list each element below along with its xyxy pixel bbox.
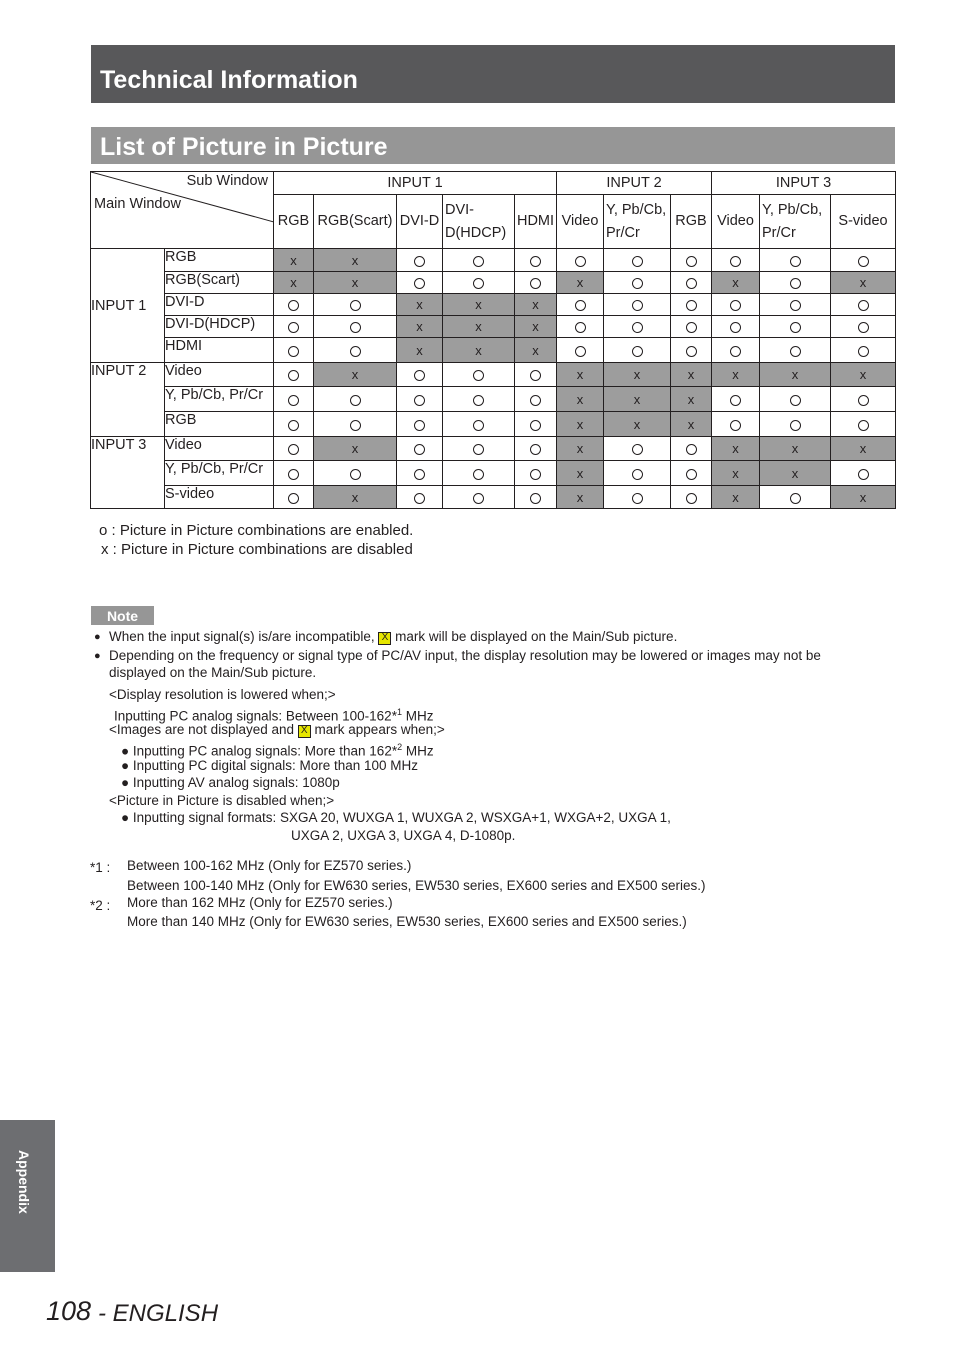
table-cell [314, 387, 397, 412]
table-cell: x [712, 461, 760, 486]
pip-table [90, 171, 896, 509]
circle-icon [414, 370, 425, 381]
note-text: <Images are not displayed and [109, 722, 294, 737]
table-row [91, 249, 896, 272]
circle-icon [858, 469, 869, 480]
table-cell [760, 294, 831, 316]
table-cell [314, 294, 397, 316]
table-cell: x [515, 338, 557, 363]
table-cell [671, 461, 712, 486]
table-row [91, 437, 896, 461]
table-cell [515, 412, 557, 437]
table-cell [515, 461, 557, 486]
circle-icon [632, 346, 643, 357]
note-label: Note [91, 606, 154, 625]
circle-icon [858, 256, 869, 267]
table-cell [604, 437, 671, 461]
circle-icon [790, 395, 801, 406]
circle-icon [575, 322, 586, 333]
table-cell [604, 316, 671, 338]
sub-window-label: Sub Window [186, 173, 268, 189]
table-cell [274, 316, 314, 338]
images-heading [109, 721, 445, 738]
column-header: RGB(Scart) [314, 195, 397, 249]
table-cell: x [314, 272, 397, 294]
row-header: RGB(Scart) [165, 272, 274, 294]
row-group-header: INPUT 1 [91, 249, 165, 363]
circle-icon [473, 395, 484, 406]
table-cell: x [831, 486, 896, 509]
images-item-2: ● Inputting PC digital signals: More than 100 MHz [121, 758, 419, 773]
bullet-icon: ● [94, 650, 101, 662]
table-cell [760, 387, 831, 412]
table-cell [443, 249, 515, 272]
table-cell: x [557, 363, 604, 387]
circle-icon [730, 420, 741, 431]
pip-disabled-item: ● Inputting signal formats: SXGA 20, WUXGA 1, WUXGA 2, WSXGA+1, WXGA+2, UXGA 1, [121, 810, 671, 825]
circle-icon [632, 256, 643, 267]
column-header: HDMI [515, 195, 557, 249]
legend-enabled: o : Picture in Picture combinations are enabled. [99, 522, 414, 539]
table-cell: x [831, 272, 896, 294]
circle-icon [414, 444, 425, 455]
circle-icon [730, 395, 741, 406]
note-bullet-2: Depending on the frequency or signal type of PC/AV input, the display resolution may be lowered or images may not be [109, 648, 821, 663]
bullet-icon: ● [94, 631, 101, 643]
footnote-2-mark: *2 : [90, 898, 111, 913]
note-bullet-2-cont: displayed on the Main/Sub picture. [109, 665, 317, 680]
table-cell [314, 412, 397, 437]
table-cell [515, 486, 557, 509]
circle-icon [414, 469, 425, 480]
x-mark-icon: X [298, 725, 311, 738]
circle-icon [350, 395, 361, 406]
table-cell: x [515, 294, 557, 316]
table-cell [314, 338, 397, 363]
circle-icon [632, 322, 643, 333]
res-lowered-heading: <Display resolution is lowered when;> [109, 687, 336, 702]
column-header: Y, Pb/Cb, Pr/Cr [604, 195, 671, 249]
table-cell: x [557, 461, 604, 486]
table-cell [515, 272, 557, 294]
x-mark-icon: X [378, 632, 391, 645]
row-header: Y, Pb/Cb, Pr/Cr [165, 387, 274, 412]
circle-icon [730, 256, 741, 267]
col-group-header: INPUT 2 [557, 172, 712, 195]
appendix-tab-label: Appendix [16, 1150, 32, 1214]
table-cell: x [557, 412, 604, 437]
table-cell [712, 316, 760, 338]
table-row [91, 412, 896, 437]
table-cell [443, 486, 515, 509]
table-cell [557, 294, 604, 316]
row-group-header: INPUT 3 [91, 437, 165, 509]
circle-icon [288, 469, 299, 480]
footnote-1-cont: Between 100-140 MHz (Only for EW630 series, EW530 series, EX600 series and EX500 series.) [127, 878, 706, 893]
circle-icon [790, 256, 801, 267]
footnote-ref: 1 [396, 707, 402, 717]
circle-icon [414, 493, 425, 504]
table-cell [604, 272, 671, 294]
table-cell: x [314, 249, 397, 272]
circle-icon [288, 420, 299, 431]
table-cell [397, 461, 443, 486]
column-header: Video [712, 195, 760, 249]
table-cell [604, 461, 671, 486]
pip-disabled-item-cont: UXGA 2, UXGA 3, UXGA 4, D-1080p. [291, 828, 516, 843]
table-cell [760, 486, 831, 509]
circle-icon [530, 395, 541, 406]
table-cell: x [314, 486, 397, 509]
table-cell: x [760, 363, 831, 387]
note-text: MHz [401, 708, 434, 724]
circle-icon [575, 346, 586, 357]
circle-icon [473, 370, 484, 381]
table-cell [274, 387, 314, 412]
row-group-header: INPUT 2 [91, 363, 165, 437]
table-cell [397, 486, 443, 509]
table-cell: x [712, 437, 760, 461]
page-number: 108 [46, 1296, 92, 1326]
table-row [91, 363, 896, 387]
corner-cell [91, 172, 274, 249]
table-cell: x [397, 316, 443, 338]
table-cell [557, 316, 604, 338]
table-row [91, 338, 896, 363]
note-text: ● Inputting PC analog signals: More than 162* [121, 743, 398, 759]
table-cell [443, 363, 515, 387]
row-header: HDMI [165, 338, 274, 363]
column-header: S-video [831, 195, 896, 249]
table-cell [443, 412, 515, 437]
table-cell [515, 363, 557, 387]
legend-disabled: x : Picture in Picture combinations are disabled [101, 541, 413, 558]
table-cell [397, 437, 443, 461]
table-cell [712, 387, 760, 412]
circle-icon [730, 346, 741, 357]
table-cell [831, 249, 896, 272]
table-cell: x [443, 338, 515, 363]
table-cell [604, 486, 671, 509]
table-cell: x [712, 363, 760, 387]
table-cell [760, 316, 831, 338]
circle-icon [288, 346, 299, 357]
circle-icon [686, 469, 697, 480]
appendix-tab [0, 1120, 55, 1272]
circle-icon [288, 395, 299, 406]
table-cell: x [397, 294, 443, 316]
table-cell [515, 387, 557, 412]
note-text: Inputting PC analog signals: Between 100-162* [114, 708, 397, 724]
table-cell [443, 272, 515, 294]
circle-icon [288, 322, 299, 333]
main-window-label: Main Window [94, 196, 182, 212]
column-header: Y, Pb/Cb, Pr/Cr [760, 195, 831, 249]
table-cell [397, 363, 443, 387]
circle-icon [288, 300, 299, 311]
row-header: Video [165, 437, 274, 461]
circle-icon [530, 278, 541, 289]
circle-icon [575, 300, 586, 311]
table-cell: x [557, 437, 604, 461]
page-title: List of Picture in Picture [100, 133, 388, 161]
table-cell [274, 486, 314, 509]
col-group-header: INPUT 1 [274, 172, 557, 195]
table-cell: x [443, 294, 515, 316]
circle-icon [790, 493, 801, 504]
table-cell [760, 249, 831, 272]
note-text: mark will be displayed on the Main/Sub picture. [395, 629, 678, 644]
footnote-1: Between 100-162 MHz (Only for EZ570 series.) [127, 858, 412, 873]
circle-icon [730, 322, 741, 333]
table-cell [671, 437, 712, 461]
circle-icon [288, 370, 299, 381]
circle-icon [790, 420, 801, 431]
row-header: Y, Pb/Cb, Pr/Cr [165, 461, 274, 486]
table-row [91, 387, 896, 412]
table-cell [671, 316, 712, 338]
circle-icon [632, 493, 643, 504]
table-cell: x [557, 272, 604, 294]
table-cell: x [831, 363, 896, 387]
table-cell [515, 249, 557, 272]
table-cell [671, 249, 712, 272]
table-row [91, 316, 896, 338]
circle-icon [632, 444, 643, 455]
table-cell: x [712, 486, 760, 509]
row-header: DVI-D(HDCP) [165, 316, 274, 338]
table-row [91, 294, 896, 316]
table-cell [274, 437, 314, 461]
circle-icon [790, 278, 801, 289]
table-cell [671, 486, 712, 509]
row-header: RGB [165, 412, 274, 437]
circle-icon [473, 493, 484, 504]
circle-icon [414, 278, 425, 289]
page-title-bar [91, 127, 895, 164]
table-cell [831, 338, 896, 363]
circle-icon [686, 322, 697, 333]
images-item-3: ● Inputting AV analog signals: 1080p [121, 775, 340, 790]
table-cell: x [831, 437, 896, 461]
table-cell [604, 338, 671, 363]
table-cell: x [604, 412, 671, 437]
table-cell [314, 461, 397, 486]
table-cell [274, 461, 314, 486]
table-cell: x [557, 387, 604, 412]
table-cell [671, 294, 712, 316]
row-header: DVI-D [165, 294, 274, 316]
circle-icon [632, 469, 643, 480]
circle-icon [414, 395, 425, 406]
row-header: S-video [165, 486, 274, 509]
column-header: RGB [274, 195, 314, 249]
circle-icon [530, 256, 541, 267]
circle-icon [473, 444, 484, 455]
footnote-1-mark: *1 : [90, 860, 111, 875]
circle-icon [686, 444, 697, 455]
table-cell [604, 249, 671, 272]
column-header: RGB [671, 195, 712, 249]
table-cell [397, 412, 443, 437]
circle-icon [414, 256, 425, 267]
table-cell [712, 412, 760, 437]
table-cell: x [760, 437, 831, 461]
table-cell: x [671, 387, 712, 412]
table-cell [274, 412, 314, 437]
table-cell: x [314, 363, 397, 387]
note-text: MHz [402, 743, 434, 759]
table-cell [397, 249, 443, 272]
circle-icon [530, 493, 541, 504]
circle-icon [790, 322, 801, 333]
table-cell [671, 338, 712, 363]
note-text: When the input signal(s) is/are incompatible, [109, 629, 375, 644]
circle-icon [790, 300, 801, 311]
table-cell [443, 437, 515, 461]
table-cell [831, 316, 896, 338]
table-cell [831, 412, 896, 437]
table-cell [831, 387, 896, 412]
column-header: Video [557, 195, 604, 249]
circle-icon [414, 420, 425, 431]
circle-icon [350, 469, 361, 480]
table-cell [712, 294, 760, 316]
table-cell [831, 294, 896, 316]
table-cell: x [274, 272, 314, 294]
circle-icon [686, 346, 697, 357]
column-header: DVI-D [397, 195, 443, 249]
table-cell [557, 249, 604, 272]
table-cell: x [712, 272, 760, 294]
pip-disabled-heading: <Picture in Picture is disabled when;> [109, 793, 335, 808]
table-cell: x [274, 249, 314, 272]
circle-icon [858, 300, 869, 311]
circle-icon [473, 420, 484, 431]
table-cell [515, 437, 557, 461]
table-cell [671, 272, 712, 294]
table-cell: x [760, 461, 831, 486]
table-cell [274, 294, 314, 316]
circle-icon [858, 322, 869, 333]
circle-icon [730, 300, 741, 311]
circle-icon [632, 300, 643, 311]
table-cell [760, 272, 831, 294]
circle-icon [350, 346, 361, 357]
circle-icon [686, 256, 697, 267]
footnote-2-cont: More than 140 MHz (Only for EW630 series, EW530 series, EX600 series and EX500 series.) [127, 914, 687, 929]
table-cell [443, 461, 515, 486]
table-cell: x [671, 363, 712, 387]
col-group-header: INPUT 3 [712, 172, 896, 195]
circle-icon [686, 493, 697, 504]
row-header: RGB [165, 249, 274, 272]
table-cell [760, 412, 831, 437]
circle-icon [858, 420, 869, 431]
table-cell [557, 338, 604, 363]
table-cell [443, 387, 515, 412]
table-row [91, 486, 896, 509]
section-title: Technical Information [100, 66, 358, 94]
circle-icon [530, 420, 541, 431]
circle-icon [350, 300, 361, 311]
circle-icon [686, 278, 697, 289]
table-cell: x [557, 486, 604, 509]
footnote-ref: 2 [397, 742, 403, 752]
table-cell [314, 316, 397, 338]
section-header [91, 45, 895, 103]
circle-icon [473, 469, 484, 480]
table-row [91, 272, 896, 294]
table-cell: x [397, 338, 443, 363]
circle-icon [790, 346, 801, 357]
footnote-2: More than 162 MHz (Only for EZ570 series.) [127, 895, 393, 910]
table-row [91, 461, 896, 486]
table-cell: x [443, 316, 515, 338]
circle-icon [575, 256, 586, 267]
table-cell [274, 338, 314, 363]
circle-icon [473, 256, 484, 267]
circle-icon [686, 300, 697, 311]
table-cell: x [604, 363, 671, 387]
table-cell [831, 461, 896, 486]
table-cell [760, 338, 831, 363]
table-cell: x [671, 412, 712, 437]
table-cell [397, 272, 443, 294]
circle-icon [632, 278, 643, 289]
circle-icon [530, 444, 541, 455]
row-header: Video [165, 363, 274, 387]
table-cell [712, 249, 760, 272]
circle-icon [858, 346, 869, 357]
circle-icon [530, 370, 541, 381]
table-cell [712, 338, 760, 363]
circle-icon [473, 278, 484, 289]
column-header: DVI- D(HDCP) [443, 195, 515, 249]
table-cell [397, 387, 443, 412]
circle-icon [858, 395, 869, 406]
circle-icon [288, 493, 299, 504]
note-bullet-1 [109, 628, 677, 645]
note-text: mark appears when;> [314, 722, 445, 737]
circle-icon [530, 469, 541, 480]
circle-icon [350, 420, 361, 431]
table-cell [604, 294, 671, 316]
table-cell: x [604, 387, 671, 412]
table-cell: x [515, 316, 557, 338]
table-cell: x [314, 437, 397, 461]
circle-icon [288, 444, 299, 455]
table-cell [274, 363, 314, 387]
page-language: - ENGLISH [98, 1300, 219, 1327]
circle-icon [350, 322, 361, 333]
